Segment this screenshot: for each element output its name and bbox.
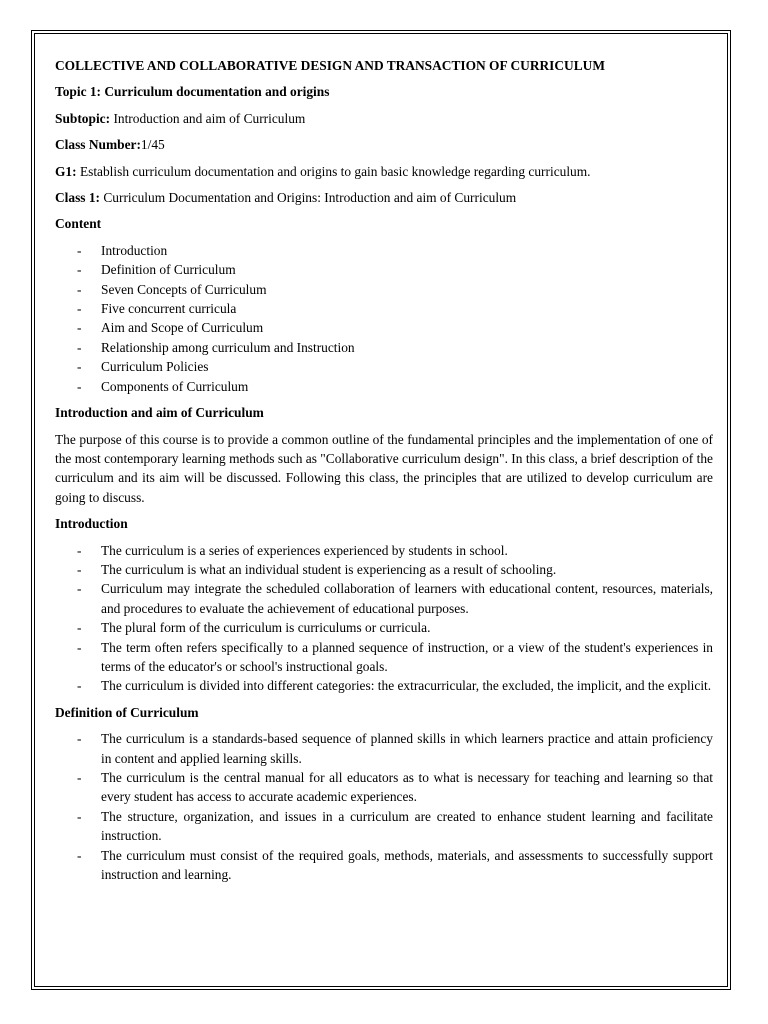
list-item: - Curriculum Policies (55, 357, 713, 376)
meta-goal-value: Establish curriculum documentation and origins to gain basic knowledge regarding curriculum. (79, 163, 591, 179)
list-item: - The term often refers specifically to a planned sequence of instruction, or a view of the student's experiences in terms of the educator's or school's instructional goals. (55, 638, 713, 677)
meta-topic (55, 82, 713, 101)
definition-list (55, 729, 713, 884)
list-item: - The curriculum is what an individual student is experiencing as a result of schooling. (55, 560, 713, 579)
meta-topic-value: Curriculum documentation and origins (104, 84, 330, 100)
intro-aim-paragraph: The purpose of this course is to provide a common outline of the fundamental principles and the implementation of one of the most contemporary learning methods such as "Collaborative curriculum design". In this class, a brief description of the curriculum and its aim will be discussed. Following this class, the principles that are utilized to develop curriculum are going to discuss. (55, 431, 713, 505)
list-item: - Definition of Curriculum (55, 260, 713, 279)
list-item: - Aim and Scope of Curriculum (55, 318, 713, 337)
list-item: - The curriculum must consist of the required goals, methods, materials, and assessments to successfully support instruction and learning. (55, 846, 713, 885)
list-item: - The curriculum is divided into different categories: the extracurricular, the excluded, the implicit, and the explicit. (55, 676, 713, 695)
list-item: - The curriculum is a series of experiences experienced by students in school. (55, 541, 713, 560)
meta-class-number (55, 135, 713, 154)
list-item: - Curriculum may integrate the scheduled collaboration of learners with educational content, resources, materials, and procedures to evaluate the achievement of educational purposes. (55, 579, 713, 618)
list-item: - The curriculum is the central manual for all educators as to what is necessary for teaching and learning so that every student has access to accurate academic experiences. (55, 768, 713, 807)
content-heading: Content (55, 216, 102, 232)
meta-class-value: Curriculum Documentation and Origins: Introduction and aim of Curriculum (103, 190, 517, 206)
definition-heading: Definition of Curriculum (55, 704, 199, 720)
list-item: - Components of Curriculum (55, 377, 713, 396)
meta-goal-label: G1: (55, 163, 77, 179)
meta-subtopic-value: Introduction and aim of Curriculum (113, 110, 306, 126)
list-item: - Seven Concepts of Curriculum (55, 280, 713, 299)
meta-subtopic (55, 109, 713, 128)
meta-class-number-label: Class Number: (55, 137, 141, 153)
list-item: - The structure, organization, and issues in a curriculum are created to enhance student learning and facilitate instruction. (55, 807, 713, 846)
intro-aim-heading: Introduction and aim of Curriculum (55, 405, 264, 421)
list-item: - The plural form of the curriculum is curriculums or curricula. (55, 618, 713, 637)
list-item: - Five concurrent curricula (55, 299, 713, 318)
meta-subtopic-label: Subtopic: (55, 110, 111, 126)
meta-class-label: Class 1: (55, 190, 101, 206)
document-body (55, 56, 713, 891)
list-item: - Relationship among curriculum and Instruction (55, 338, 713, 357)
meta-topic-label: Topic 1: (55, 84, 102, 100)
meta-class-number-value: 1/45 (140, 137, 165, 153)
introduction-heading: Introduction (55, 516, 128, 532)
meta-class (55, 188, 713, 207)
meta-goal (55, 162, 713, 181)
document-title: COLLECTIVE AND COLLABORATIVE DESIGN AND TRANSACTION OF CURRICULUM (55, 58, 605, 73)
content-list (55, 241, 713, 396)
list-item: - Introduction (55, 241, 713, 260)
introduction-list (55, 541, 713, 696)
list-item: - The curriculum is a standards-based sequence of planned skills in which learners practice and attain proficiency in content and applied learning skills. (55, 729, 713, 768)
